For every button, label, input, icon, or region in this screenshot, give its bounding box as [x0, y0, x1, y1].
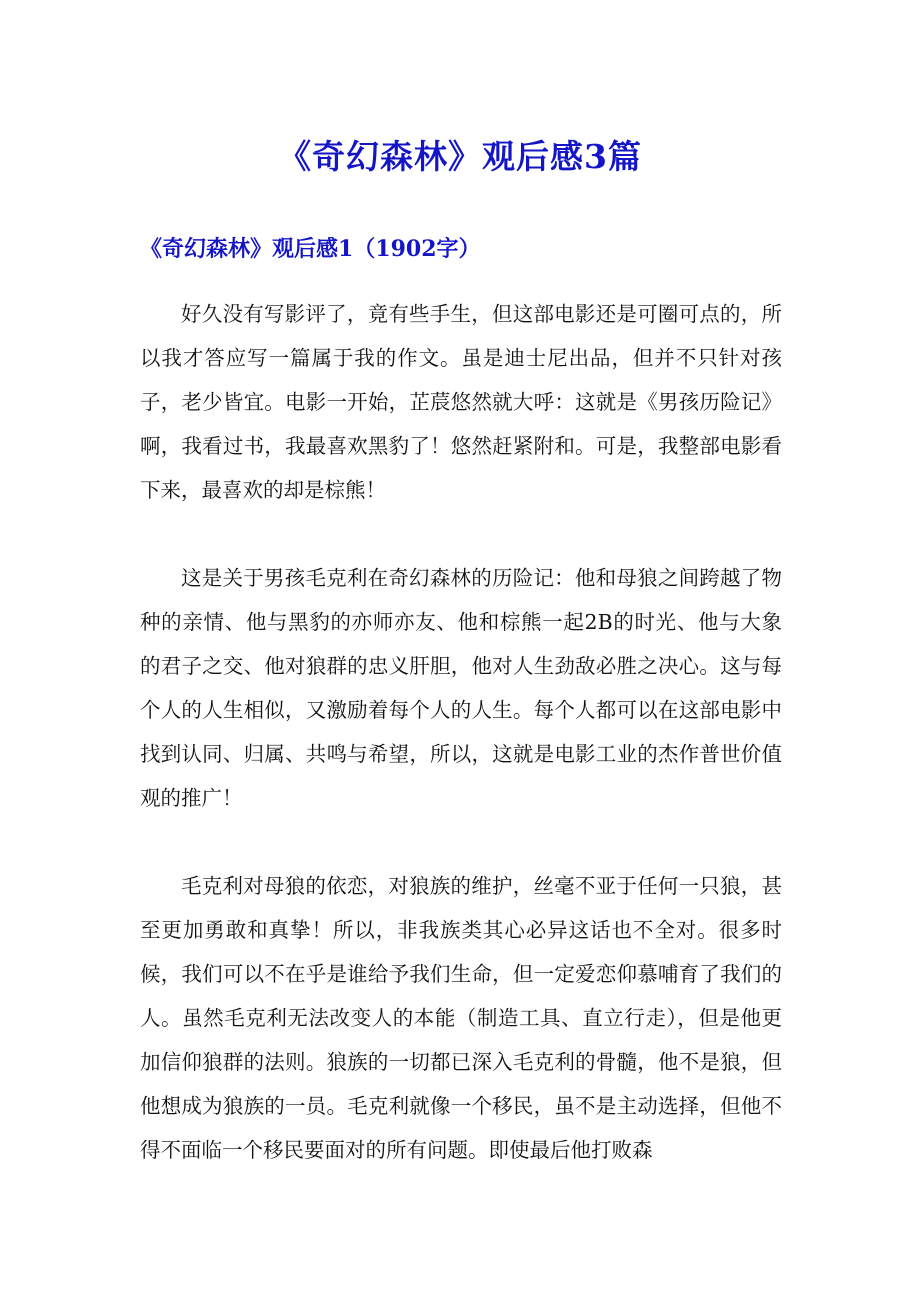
document-body — [140, 292, 782, 1216]
section-heading: 《奇幻森林》观后感1（1902字） — [140, 236, 481, 262]
document-title: 《奇幻森林》观后感3篇 — [278, 137, 642, 176]
paragraph-1: 好久没有写影评了，竟有些手生，但这部电影还是可圈可点的，所以我才答应写一篇属于我的作文。虽是迪士尼出品，但并不只针对孩子，老少皆宜。电影一开始，芷莀悠然就大呼：这就是《男孩历险记》啊，我看过书，我最喜欢黑豹了！悠然赶紧附和。可是，我整部电影看下来，最喜欢的却是棕熊！ — [140, 302, 782, 502]
paragraph-3: 毛克利对母狼的依恋，对狼族的维护，丝毫不亚于任何一只狼，甚至更加勇敢和真挚！所以，非我族类其心必异这话也不全对。很多时候，我们可以不在乎是谁给予我们生命，但一定爱恋仰慕哺育了我们的人。虽然毛克利无法改变人的本能（制造工具、直立行走），但是他更加信仰狼群的法则。狼族的一切都已深入毛克利的骨髓，他不是狼，但他想成为狼族的一员。毛克利就像一个移民，虽不是主动选择，但他不得不面临一个移民要面对的所有问题。即使最后他打败森 — [140, 874, 782, 1162]
paragraph-2: 这是关于男孩毛克利在奇幻森林的历险记：他和母狼之间跨越了物种的亲情、他与黑豹的亦师亦友、他和棕熊一起2B的时光、他与大象的君子之交、他对狼群的忠义肝胆，他对人生劲敌必胜之决心。这与每个人的人生相似，又激励着每个人的人生。每个人都可以在这部电影中找到认同、归属、共鸣与希望，所以，这就是电影工业的杰作普世价值观的推广！ — [140, 566, 782, 810]
